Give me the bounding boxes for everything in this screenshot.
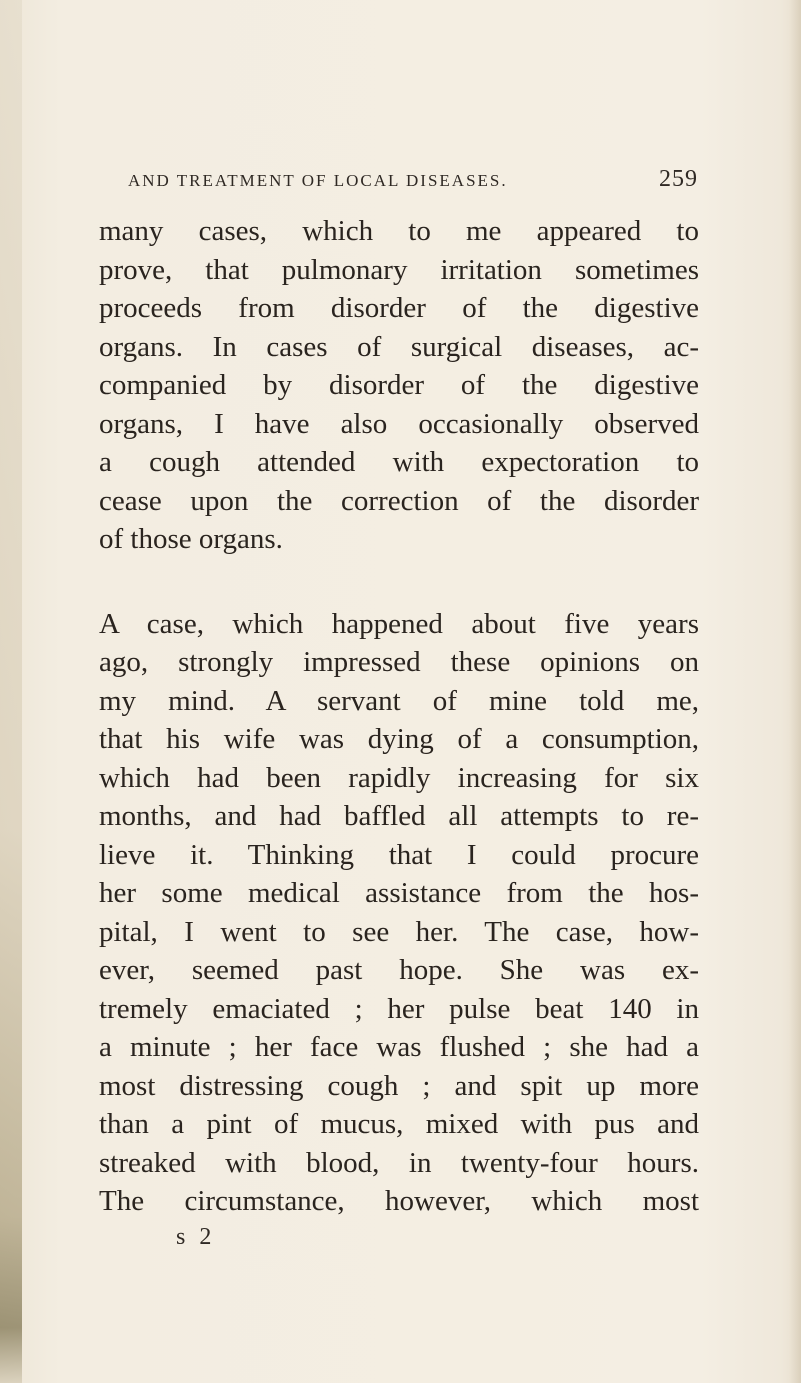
running-head: [128, 166, 698, 192]
text-line: tremely emaciated ; her pulse beat 140 in: [99, 992, 699, 1025]
text-line: many cases, which to me appeared to: [99, 215, 699, 247]
text-line: months, and had baffled all attempts to re-: [99, 800, 699, 832]
text-line: ever, seemed past hope. She was ex-: [99, 954, 699, 986]
page-gutter-shadow: [0, 0, 22, 1383]
text-line: lieve it. Thinking that I could procure: [99, 838, 699, 871]
text-line: pital, I went to see her. The case, how-: [99, 915, 699, 948]
text-line: my mind. A servant of mine told me,: [99, 684, 699, 717]
page-edge-shadow: [789, 0, 801, 1383]
signature-mark: s 2: [176, 1224, 216, 1250]
text-line: organs, I have also occasionally observed: [99, 407, 699, 440]
paragraph-gap: [99, 559, 699, 605]
text-line: The circumstance, however, which most: [99, 1185, 699, 1217]
paragraph-2: [99, 605, 699, 1221]
page-number: 259: [659, 166, 698, 192]
text-line: her some medical assistance from the hos-: [99, 877, 699, 909]
text-line: prove, that pulmonary irritation sometimes: [99, 253, 699, 286]
paragraph-1: [99, 212, 699, 559]
text-line: than a pint of mucus, mixed with pus and: [99, 1108, 699, 1140]
text-line: [99, 605, 699, 644]
text-line: streaked with blood, in twenty-four hours.: [99, 1146, 699, 1179]
text-line: of those organs.: [99, 523, 283, 555]
running-title: AND TREATMENT OF LOCAL DISEASES.: [128, 171, 508, 190]
text-line: that his wife was dying of a consumption,: [99, 723, 699, 755]
text-line-content: A case, which happened about five years: [99, 607, 699, 640]
text-line: which had been rapidly increasing for six: [99, 761, 699, 794]
text-line: a minute ; her face was flushed ; she had a: [99, 1031, 699, 1063]
text-line: most distressing cough ; and spit up more: [99, 1069, 699, 1102]
body-text: [99, 212, 699, 1221]
text-line: cease upon the correction of the disorder: [99, 484, 699, 517]
text-line: ago, strongly impressed these opinions on: [99, 646, 699, 678]
text-line: organs. In cases of surgical diseases, ac-: [99, 330, 699, 363]
text-line: proceeds from disorder of the digestive: [99, 292, 699, 324]
text-line: companied by disorder of the digestive: [99, 369, 699, 401]
text-line: a cough attended with expectoration to: [99, 446, 699, 478]
